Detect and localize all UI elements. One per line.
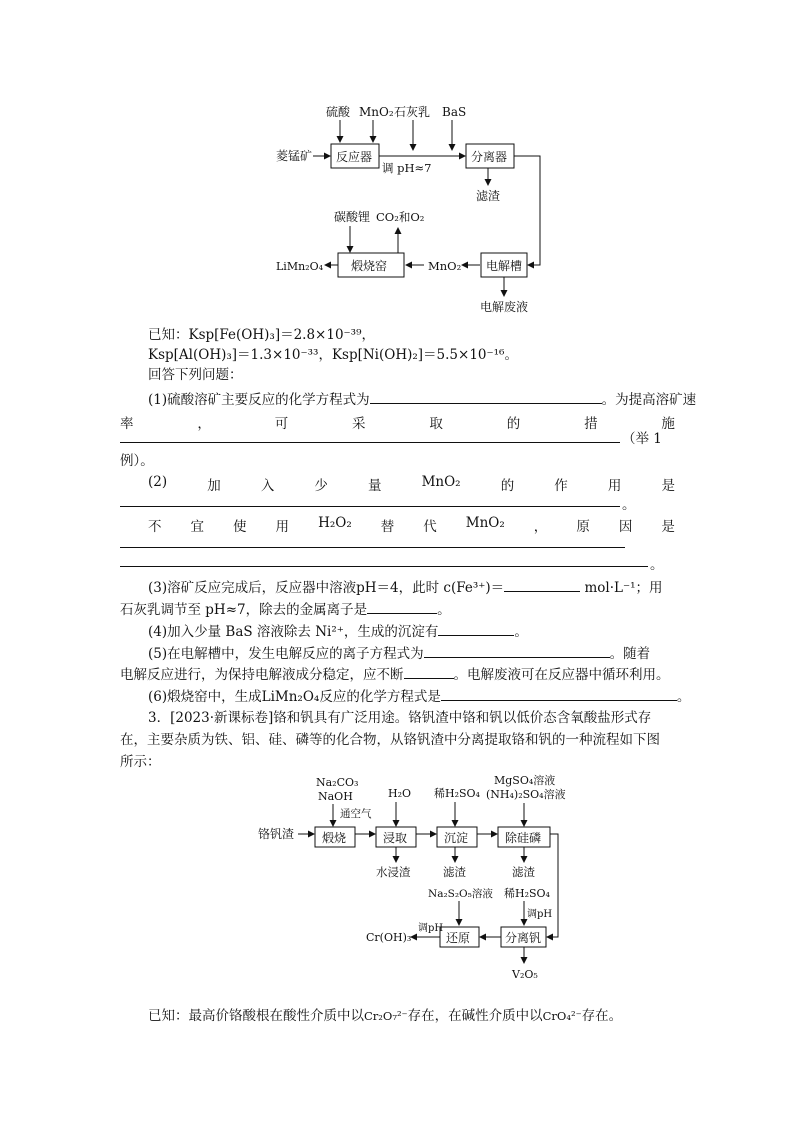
h2o-label: H₂O	[388, 787, 412, 800]
adjust-ph-label: 调 pH≈7	[382, 161, 432, 175]
q5-text-b: 。随着	[609, 646, 651, 662]
q2-char: 不	[148, 519, 162, 535]
q5-supply-blank[interactable]	[404, 665, 454, 679]
calcine-label: 煅烧	[322, 831, 347, 845]
q5-equation-blank[interactable]	[424, 644, 610, 658]
dil-h2so4-label: 稀H₂SO₄	[434, 787, 480, 800]
q3-text-a: (3)溶矿反应完成后，反应器中溶液pH＝4，此时 c(Fe³⁺)＝	[148, 580, 505, 596]
q1-text-a: (1)硫酸溶矿主要反应的化学方程式为	[148, 392, 370, 408]
q2-char: 使	[233, 519, 247, 535]
p3-line2: 在，主要杂质为铁、铝、硅、磷等的化合物，从铬钒渣中分离提取铬和钒的一种流程如下图	[120, 732, 660, 748]
q4-line	[148, 622, 528, 641]
q1-char: 可	[274, 416, 289, 432]
q2-char: 替	[380, 519, 395, 535]
water-residue-label: 水浸渣	[376, 865, 411, 879]
nh4so4-label: (NH₄)₂SO₄溶液	[486, 788, 566, 801]
q2-spread-line2	[148, 515, 675, 535]
q6-text-b: 。	[676, 689, 691, 705]
q6-text-a: (6)煅烧窑中，生成LiMn₂O₄反应的化学方程式是	[148, 689, 441, 705]
residue2-label: 滤渣	[512, 865, 535, 879]
q5-text-c: 电解反应进行，为保持电解液成分稳定，应不断	[120, 667, 404, 683]
flow-diagram-1	[0, 0, 794, 325]
known2-line	[148, 1007, 622, 1025]
kiln-label: 煅烧窑	[351, 259, 388, 273]
known2-text-c: 存在。	[581, 1008, 623, 1024]
electrolyzer-label: 电解槽	[486, 259, 523, 273]
q2-char: 是	[661, 478, 675, 494]
q5-text-d: 。电解废液可在反应器中循环利用。	[453, 667, 670, 683]
q3-ion-blank[interactable]	[367, 600, 437, 614]
mgso4-label: MgSO₄溶液	[494, 774, 556, 787]
known2-text-a: 已知：最高价铬酸根在酸性介质中以	[148, 1008, 364, 1024]
q1-text-b: 。为提高溶矿速	[601, 392, 697, 408]
q2-char: 量	[368, 478, 382, 494]
slag-label: 铬钒渣	[258, 827, 295, 841]
q3-line2	[120, 600, 451, 619]
na2co3-label: Na₂CO₃	[316, 776, 359, 789]
product-label: LiMn₂O₄	[276, 260, 324, 273]
q6-equation-blank[interactable]	[441, 687, 677, 701]
q2-char: MnO₂	[421, 474, 461, 490]
sep-v-label: 分离钒	[505, 931, 542, 945]
q2-char: ，	[533, 519, 548, 535]
q3-fe-blank[interactable]	[504, 578, 580, 592]
reactor-label: 反应器	[336, 150, 373, 164]
q4-precipitate-blank[interactable]	[438, 622, 514, 636]
flow-diagram-2	[0, 770, 794, 1000]
air-label: 通空气	[340, 808, 372, 820]
q2-char: 入	[260, 478, 275, 494]
q6-line	[148, 687, 690, 706]
q2-char: 少	[314, 478, 328, 494]
input-bas: BaS	[442, 105, 467, 119]
q1-char: 率	[120, 416, 134, 432]
input-mno2: MnO₂	[359, 105, 394, 119]
q1-text-d: 例）。	[120, 453, 154, 469]
gases-label: CO₂和O₂	[376, 210, 425, 224]
q2-reason-blank-2[interactable]	[120, 554, 648, 567]
q5-text-a: (5)在电解槽中，发生电解反应的离子方程式为	[148, 646, 424, 662]
q2-char: H₂O₂	[318, 515, 352, 531]
q2-char: 因	[618, 519, 633, 535]
q1-answer-blank[interactable]	[370, 390, 602, 404]
q1-line	[148, 390, 696, 409]
q2-char: 的	[500, 478, 515, 494]
q1-char: 措	[584, 416, 598, 432]
q2-reason-blank-1[interactable]	[120, 535, 625, 548]
q2-char: 用	[275, 519, 290, 535]
desi-label: 除硅磷	[505, 831, 542, 845]
q2-char: 是	[661, 519, 675, 535]
ore-label: 菱锰矿	[276, 149, 313, 163]
adj-ph2-label: 调pH	[527, 909, 553, 920]
dil-h2so4-2-label: 稀H₂SO₄	[504, 887, 550, 900]
known-ksp-line2: Ksp[Al(OH)₃]＝1.3×10⁻³³，Ksp[Ni(OH)₂]＝5.5×10⁻¹⁶。	[148, 347, 518, 363]
p3-line3: 所示：	[120, 754, 161, 770]
leach-label: 浸取	[383, 831, 408, 845]
q2-end2: 。	[650, 557, 664, 573]
q2-end1: 。	[622, 497, 636, 513]
separator-label: 分离器	[471, 150, 508, 164]
q2-char: 宜	[190, 519, 205, 535]
q5-line2	[120, 665, 670, 684]
q2-char: 原	[576, 519, 590, 535]
q2-char: 代	[423, 519, 437, 535]
q2-char: (2)	[148, 474, 168, 490]
input-h2so4: 硫酸	[326, 105, 351, 119]
known2-text-b: 存在，在碱性介质中以	[407, 1008, 543, 1024]
residue-label: 滤渣	[476, 189, 501, 203]
q5-line1	[148, 644, 650, 663]
q1-measure-blank[interactable]	[120, 430, 620, 443]
croh3-label: Cr(OH)₃	[366, 931, 412, 944]
p3-line1: 3．[2023·新课标卷]铬和钒具有广泛用途。铬钒渣中铬和钒以低价态含氧酸盐形式存	[148, 710, 652, 726]
naoh-label: NaOH	[318, 790, 353, 803]
answer-prompt: 回答下列问题：	[148, 367, 243, 383]
chromate-ion: CrO₄²⁻	[542, 1009, 582, 1023]
q2-spread-line1	[148, 474, 675, 494]
na2s2o5-label: Na₂S₂O₅溶液	[428, 888, 493, 900]
q4-text-a: (4)加入少量 BaS 溶液除去 Ni²⁺，生成的沉淀有	[148, 624, 439, 640]
dichromate-ion: Cr₂O₇²⁻	[364, 1009, 408, 1023]
q1-char: ，	[197, 416, 211, 432]
mno2-label: MnO₂	[428, 259, 462, 273]
precip-label: 沉淀	[444, 831, 469, 845]
q3-text-d: 。	[437, 602, 451, 618]
q3-text-c: 石灰乳调节至 pH≈7，除去的金属离子是	[120, 602, 368, 618]
q4-text-b: 。	[514, 624, 528, 640]
q2-char: 作	[554, 478, 568, 494]
residue1-label: 滤渣	[443, 865, 466, 879]
adj-ph1-label: 调pH	[418, 923, 444, 934]
v2o5-label: V₂O₅	[512, 968, 538, 981]
q1-text-c: （举 1	[622, 431, 662, 447]
q3-text-b: mol·L⁻¹；用	[580, 580, 663, 596]
q1-char: 取	[429, 416, 443, 432]
q2-effect-blank[interactable]	[120, 494, 620, 507]
waste-label: 电解废液	[480, 300, 529, 314]
q2-char: MnO₂	[465, 515, 505, 531]
q2-char: 用	[607, 478, 622, 494]
li-carbonate-label: 碳酸锂	[334, 210, 371, 224]
reduce-label: 还原	[446, 931, 471, 945]
q3-line1	[148, 578, 663, 597]
q1-char: 的	[506, 416, 521, 432]
q1-spread-line	[120, 412, 675, 432]
q1-char: 施	[661, 416, 675, 432]
q1-char: 采	[352, 416, 366, 432]
q2-char: 加	[207, 478, 221, 494]
known-ksp-line1: 已知：Ksp[Fe(OH)₃]＝2.8×10⁻³⁹，	[148, 327, 376, 343]
input-lime: 石灰乳	[394, 105, 431, 119]
